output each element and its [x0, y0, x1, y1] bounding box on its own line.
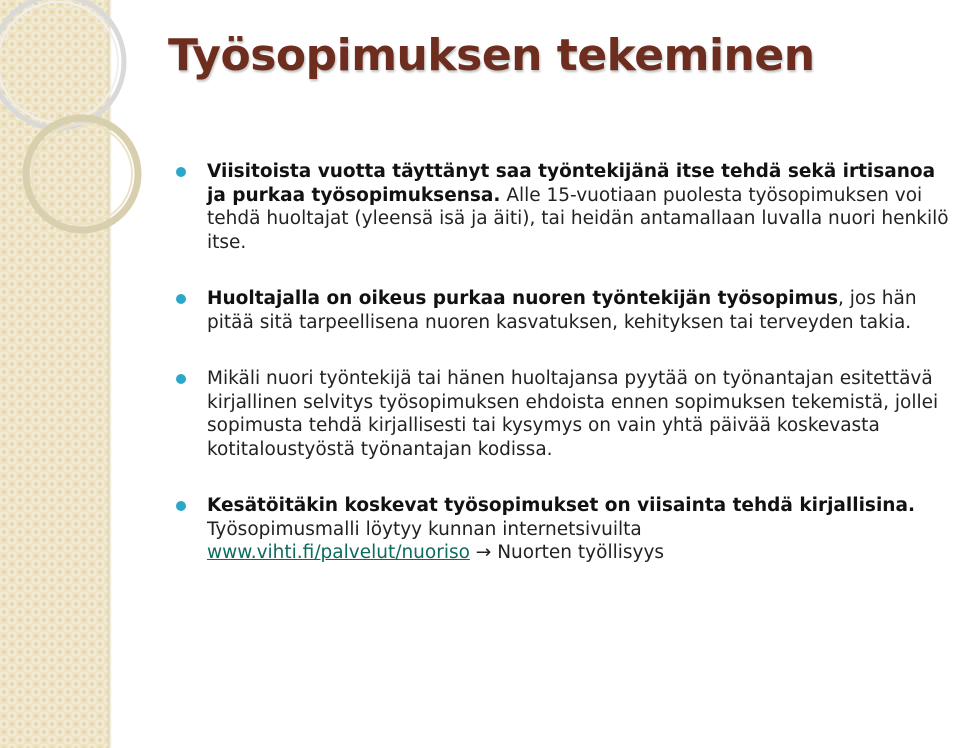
bullet-dot-icon — [176, 374, 186, 384]
bullet-item-1 — [176, 160, 956, 254]
ring-lower — [26, 118, 138, 230]
arrow-glyph: → — [469, 542, 498, 563]
bullet-1-text: Alle 15-vuotiaan puolesta työsopimuksen voi tehdä huoltajat (yleensä isä ja äiti), tai heidän antamallaan luvalla nuori henkilö itse. — [207, 184, 949, 253]
bullet-dot-icon — [176, 167, 186, 177]
bullet-2-bold: Huoltajalla on oikeus purkaa nuoren työntekijän työsopimus — [207, 288, 839, 309]
ring-lower-inner — [32, 124, 132, 224]
ring-upper-inner — [0, 2, 118, 122]
bullet-dot-icon — [176, 501, 186, 511]
bullet-dot-icon — [176, 294, 186, 304]
bullet-item-3 — [176, 367, 956, 461]
ring-upper — [0, 0, 124, 128]
bullet-2-text: , jos hän pitää sitä tarpeellisena nuoren kasvatuksen, kehityksen tai terveyden takia. — [207, 288, 917, 333]
bullet-list — [176, 160, 956, 565]
bullet-item-2 — [176, 287, 956, 334]
bullet-3-text: Mikäli nuori työntekijä tai hänen huoltajansa pyytää on työnantajan esitettävä kirjallinen selvitys työsopimuksen ehdoista ennen sopimuksen tekemistä, jollei sopimusta tehdä kirjallisesti tai kysymys on vain yhtä päivää koskevasta kotitaloustyöstä työnantajan kodissa. — [207, 368, 939, 460]
bullet-4-line2: Työsopimusmalli löytyy kunnan internetsivuilta — [207, 518, 642, 540]
bullet-1-bold: Viisitoista vuotta täyttänyt saa työntekijänä itse tehdä sekä irtisanoa ja purkaa työsopimuksensa. — [207, 161, 936, 206]
bullet-item-4 — [176, 494, 956, 565]
slide-title: Työsopimuksen tekeminen — [168, 30, 815, 81]
nuoriso-link[interactable]: www.vihti.fi/palvelut/nuoriso — [207, 542, 470, 563]
bullet-4-tail: Nuorten työllisyys — [497, 542, 665, 563]
bullet-4-bold: Kesätöitäkin koskevat työsopimukset on viisainta tehdä kirjallisina. — [207, 495, 915, 516]
